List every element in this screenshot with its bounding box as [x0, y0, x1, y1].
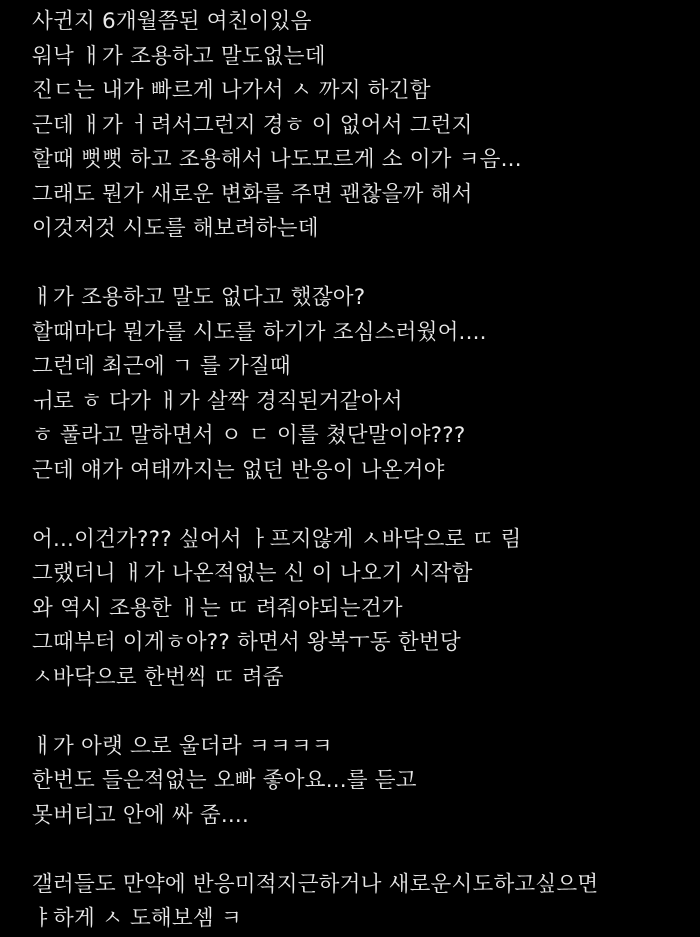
- post-line-18: 와 역시 조용한 ㅐ는 ㄸ 려줘야되는건가: [32, 595, 403, 621]
- post-line-14: 근데 얘가 여태까지는 없던 반응이 나온거야: [32, 457, 445, 483]
- post-line-26: 갤러들도 만약에 반응미적지근하거나 새로운시도하고싶으면: [32, 871, 599, 897]
- post-line-2: 워낙 ㅐ가 조용하고 말도없는데: [32, 43, 326, 69]
- post-line-25: [32, 833, 692, 868]
- post-line-6: 그래도 뭔가 새로운 변화를 주면 괜찮을까 해서: [32, 181, 473, 207]
- post-line-24: 못버티고 안에 싸 줌....: [32, 802, 249, 828]
- post-line-10: 할때마다 뭔가를 시도를 하기가 조심스러웠어....: [32, 319, 487, 345]
- post-line-5: 할때 뻣뻣 하고 조용해서 나도모르게 소 이가 ㅋ음...: [32, 147, 522, 172]
- post-line-21: [32, 695, 692, 730]
- post-line-19: 그때부터 이게ㅎ아?? 하면서 왕복ㅜ동 한번당: [32, 630, 461, 655]
- post-line-22: ㅐ가 아랫 으로 울더라 ㅋㅋㅋㅋ: [32, 733, 333, 759]
- post-line-20: ㅅ바닥으로 한번씩 ㄸ 려줌: [32, 664, 284, 690]
- post-line-11: 그런데 최근에 ㄱ 를 가질때: [32, 354, 291, 379]
- post-line-12: ㅟ로 ㅎ 다가 ㅐ가 살짝 경직된거같아서: [32, 388, 403, 414]
- post-line-16: 어...이건가??? 싶어서 ㅏ프지않게 ㅅ바닥으로 ㄸ 림: [32, 526, 522, 552]
- post-line-7: 이것저것 시도를 해보려하는데: [32, 216, 319, 241]
- post-body: [32, 5, 692, 937]
- post-line-15: [32, 488, 692, 523]
- post-line-9: ㅐ가 조용하고 말도 없다고 했잖아?: [32, 285, 366, 310]
- post-line-17: 그랬더니 ㅐ가 나온적없는 신 이 나오기 시작함: [32, 561, 473, 586]
- post-line-8: [32, 247, 692, 282]
- post-line-4: 근데 ㅐ가 ㅓ려서그런지 경ㅎ 이 없어서 그런지: [32, 112, 473, 138]
- post-line-3: 진ㄷ는 내가 빠르게 나가서 ㅅ 까지 하긴함: [32, 78, 431, 103]
- post-line-23: 한번도 들은적없는 오빠 좋아요...를 듣고: [32, 768, 417, 793]
- post-line-27: ㅑ하게 ㅅ 도해보셈 ㅋ: [32, 906, 242, 931]
- post-line-13: ㅎ 풀라고 말하면서 ㅇ ㄷ 이를 쳤단말이야???: [32, 423, 466, 448]
- post-line-1: 사귄지 6개월쯤된 여친이있음: [32, 9, 312, 34]
